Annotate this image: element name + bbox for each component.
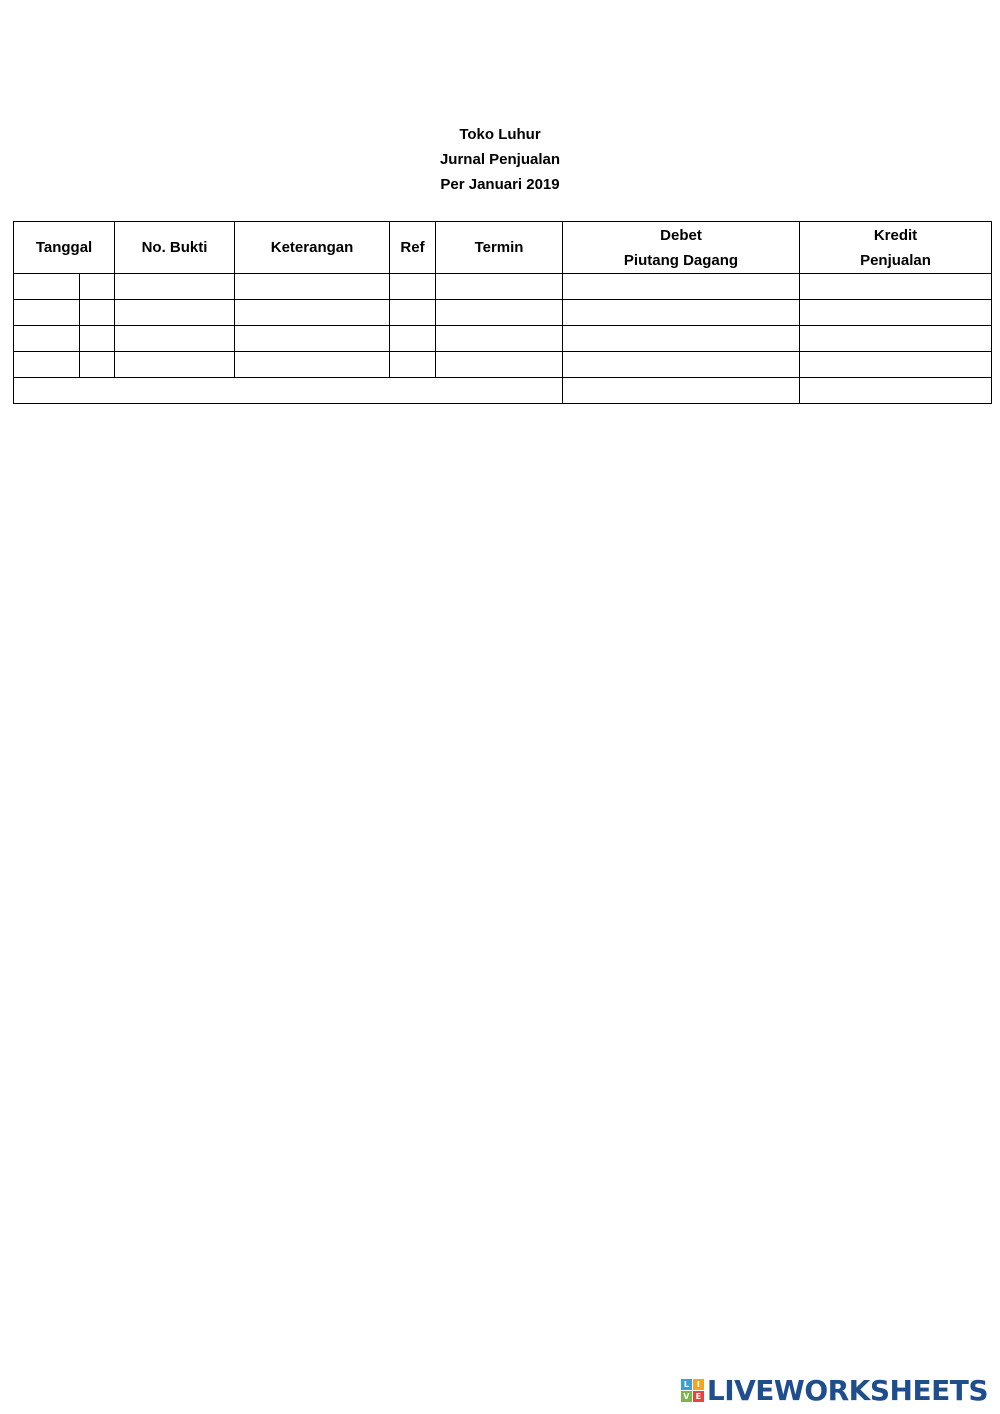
table-row bbox=[14, 352, 992, 378]
cell-debet[interactable] bbox=[563, 274, 800, 300]
cell-month[interactable] bbox=[14, 326, 80, 352]
cell-debet[interactable] bbox=[563, 326, 800, 352]
total-label-cell[interactable] bbox=[14, 378, 563, 404]
col-header-kredit-account: Penjualan bbox=[860, 251, 931, 269]
cell-no-bukti[interactable] bbox=[115, 352, 235, 378]
total-kredit-cell[interactable] bbox=[800, 378, 992, 404]
sales-journal-table bbox=[13, 221, 992, 404]
table-row bbox=[14, 274, 992, 300]
col-header-kredit bbox=[800, 222, 992, 274]
document-header bbox=[0, 122, 1000, 197]
cell-keterangan[interactable] bbox=[235, 274, 390, 300]
cell-ref[interactable] bbox=[390, 352, 436, 378]
cell-no-bukti[interactable] bbox=[115, 300, 235, 326]
cell-kredit[interactable] bbox=[800, 274, 992, 300]
col-header-debet-label: Debet bbox=[660, 226, 702, 244]
cell-day[interactable] bbox=[80, 274, 115, 300]
table-row bbox=[14, 300, 992, 326]
cell-debet[interactable] bbox=[563, 300, 800, 326]
badge-letter-i: I bbox=[693, 1379, 704, 1390]
cell-no-bukti[interactable] bbox=[115, 326, 235, 352]
cell-no-bukti[interactable] bbox=[115, 274, 235, 300]
cell-kredit[interactable] bbox=[800, 300, 992, 326]
journal-title: Jurnal Penjualan bbox=[439, 151, 561, 168]
table-header-row bbox=[14, 222, 992, 274]
col-header-kredit-label: Kredit bbox=[873, 226, 918, 244]
cell-keterangan[interactable] bbox=[235, 352, 390, 378]
col-header-ref: Ref bbox=[390, 222, 436, 274]
cell-debet[interactable] bbox=[563, 352, 800, 378]
journal-period: Per Januari 2019 bbox=[440, 176, 560, 193]
cell-termin[interactable] bbox=[436, 352, 563, 378]
total-row bbox=[14, 378, 992, 404]
col-header-debet-account: Piutang Dagang bbox=[623, 251, 739, 269]
col-header-termin: Termin bbox=[436, 222, 563, 274]
cell-ref[interactable] bbox=[390, 326, 436, 352]
cell-month[interactable] bbox=[14, 352, 80, 378]
cell-month[interactable] bbox=[14, 300, 80, 326]
cell-kredit[interactable] bbox=[800, 326, 992, 352]
cell-ref[interactable] bbox=[390, 274, 436, 300]
table-row bbox=[14, 326, 992, 352]
cell-day[interactable] bbox=[80, 300, 115, 326]
live-badge-icon bbox=[681, 1379, 704, 1402]
col-header-keterangan: Keterangan bbox=[235, 222, 390, 274]
cell-ref[interactable] bbox=[390, 300, 436, 326]
cell-day[interactable] bbox=[80, 352, 115, 378]
col-header-debet bbox=[563, 222, 800, 274]
col-header-no-bukti: No. Bukti bbox=[115, 222, 235, 274]
cell-kredit[interactable] bbox=[800, 352, 992, 378]
cell-keterangan[interactable] bbox=[235, 326, 390, 352]
cell-termin[interactable] bbox=[436, 274, 563, 300]
badge-letter-e: E bbox=[693, 1391, 704, 1402]
cell-termin[interactable] bbox=[436, 326, 563, 352]
cell-day[interactable] bbox=[80, 326, 115, 352]
badge-letter-l: L bbox=[681, 1379, 692, 1390]
cell-termin[interactable] bbox=[436, 300, 563, 326]
col-header-tanggal: Tanggal bbox=[14, 222, 115, 274]
company-name: Toko Luhur bbox=[459, 126, 541, 143]
logo-wordmark: LIVEWORKSHEETS bbox=[706, 1373, 988, 1407]
cell-keterangan[interactable] bbox=[235, 300, 390, 326]
total-debet-cell[interactable] bbox=[563, 378, 800, 404]
badge-letter-v: V bbox=[681, 1391, 692, 1402]
cell-month[interactable] bbox=[14, 274, 80, 300]
liveworksheets-logo bbox=[681, 1372, 988, 1408]
